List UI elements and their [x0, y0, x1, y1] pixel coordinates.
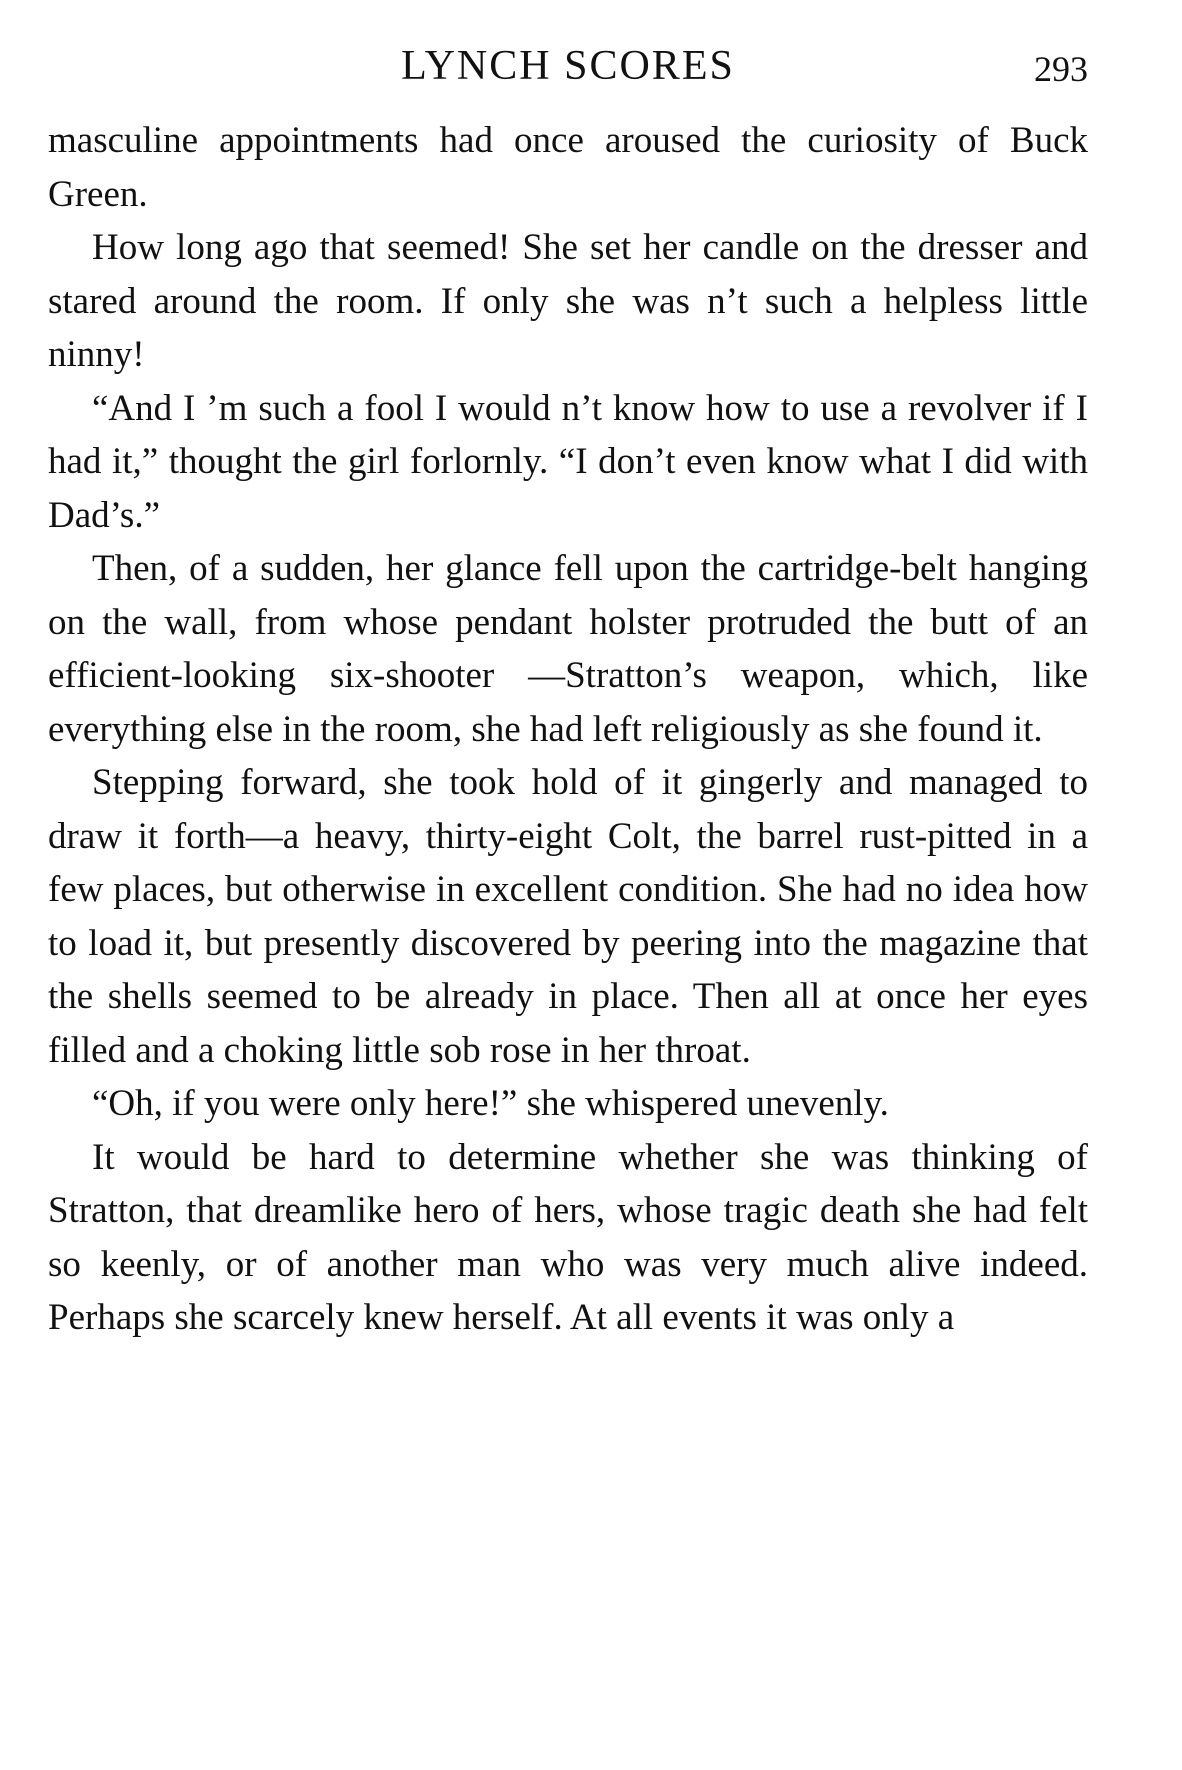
- page-number: 293: [1034, 49, 1088, 89]
- paragraph: “Oh, if you were only here!” she whispered unevenly.: [92, 1083, 889, 1124]
- body-text: [48, 114, 1088, 1345]
- paragraph: masculine appointments had once aroused the curiosity of Buck Green.: [48, 120, 1088, 215]
- paragraph: How long ago that seemed! She set her candle on the dresser and stared around the room. If only she was n’t such a helpless little ninny!: [48, 227, 1088, 375]
- paragraph: It would be hard to determine whether she was thinking of Stratton, that dreamlike hero of hers, whose tragic death she had felt so keenly, or of another man who was very much alive indeed. Perhaps she scarcely knew herself. At all events it was only a: [48, 1136, 1088, 1338]
- running-head: LYNCH SCORES: [401, 43, 735, 89]
- page-header: [48, 42, 1088, 102]
- paragraph: Then, of a sudden, her glance fell upon the cartridge-belt hanging on the wall, from whose pendant holster protruded the butt of an efficient-looking six-shooter —Stratton’s weapon, which, like everything else in the room, she had left religiously as she found it.: [48, 548, 1088, 750]
- paragraph: Stepping forward, she took hold of it gingerly and managed to draw it forth—a heavy, thirty-eight Colt, the barrel rust-pitted in a few places, but otherwise in excellent condition. She had no idea how to load it, but presently discovered by peering into the magazine that the shells seemed to be already in place. Then all at once her eyes filled and a choking little sob rose in her throat.: [48, 762, 1088, 1071]
- paragraph: “And I ’m such a fool I would n’t know how to use a revolver if I had it,” thought the girl forlornly. “I don’t even know what I did with Dad’s.”: [48, 387, 1088, 536]
